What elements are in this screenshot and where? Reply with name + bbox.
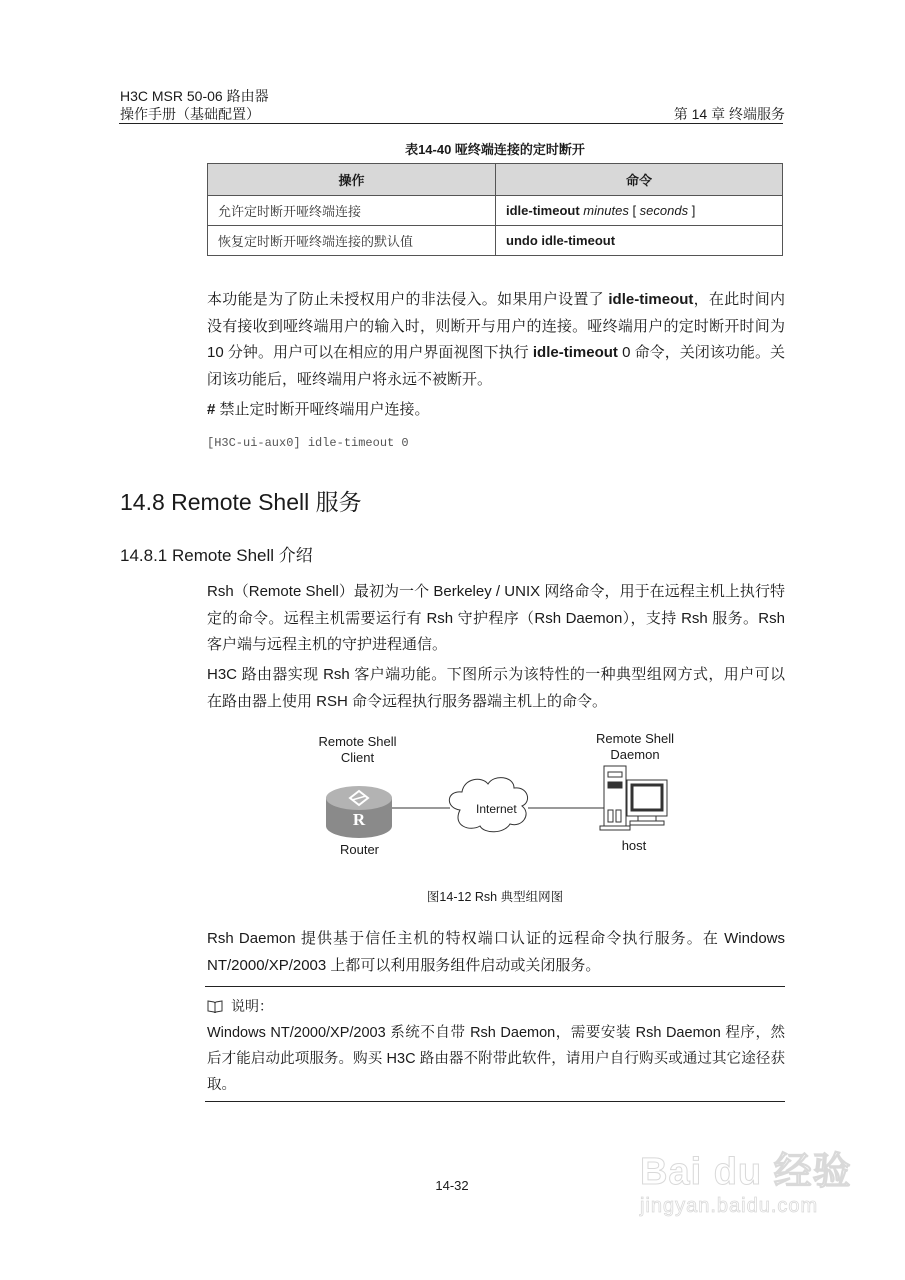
client-label-line1: Remote Shell: [318, 734, 397, 749]
network-diagram: [300, 728, 700, 863]
subsection-heading: 14.8.1 Remote Shell 介绍: [120, 546, 313, 565]
operation-cell: 允许定时断开哑终端连接: [208, 196, 496, 226]
paragraph-h3c-rsh: H3C 路由器实现 Rsh 客户端功能。下图所示为该特性的一种典型组网方式，用户可以在路由器上使用 RSH 命令远程执行服务器端主机上的命令。: [207, 666, 785, 710]
bracket-open: [: [628, 203, 640, 218]
baidu-watermark: [640, 1140, 860, 1240]
host-computer-icon: [600, 766, 667, 830]
daemon-label: [580, 731, 690, 763]
client-label-line2: Client: [340, 750, 375, 765]
text-run: 本功能是为了防止未授权用户的非法侵入。如果用户设置了: [207, 291, 609, 308]
bracket-close: ]: [688, 203, 696, 218]
table-row: [208, 226, 783, 256]
note-top-divider: [205, 986, 785, 987]
header-manual: 操作手册（基础配置）: [120, 106, 260, 122]
command-cell: [496, 226, 783, 256]
note-body: Windows NT/2000/XP/2003 系统不自带 Rsh Daemon，需要安装 Rsh Daemon 程序，然后才能启动此项服务。购买 H3C 路由器不附带此软件，请用户自行购买或通过其它途径获取。: [207, 1025, 785, 1093]
header-divider: [119, 123, 783, 124]
table-caption: 表14-40 哑终端连接的定时断开: [405, 142, 585, 157]
daemon-label-line1: Remote Shell: [595, 731, 675, 746]
internet-label: Internet: [476, 802, 517, 816]
paragraph-rsh-intro: Rsh（Remote Shell）最初为一个 Berkeley / UNIX 网络命令，用于在远程主机上执行特定的命令。远程主机需要运行有 Rsh 守护程序（Rsh Daemon），支持 Rsh 服务。Rsh 客户端与远程主机的守护进程通信。: [207, 583, 785, 653]
note-title-text: 说明：: [231, 998, 273, 1014]
operation-cell: 恢复定时断开哑终端连接的默认值: [208, 226, 496, 256]
table-row: [208, 196, 783, 226]
text-run: 禁止定时断开哑终端用户连接。: [215, 401, 430, 418]
hash-mark: #: [207, 401, 216, 418]
page-number: 14-32: [435, 1178, 469, 1193]
example-description: [207, 397, 785, 424]
header-chapter: 第 14 章 终端服务: [673, 106, 785, 122]
code-example: [H3C-ui-aux0] idle-timeout 0: [207, 436, 409, 450]
command-arg: minutes: [583, 203, 629, 218]
daemon-label-line2: Daemon: [610, 747, 660, 762]
text-run: ，在此时间内没有接收到哑终端用户的输入时，则断开与用户的连接。哑终端用户的定时断开时间为 10 分钟。用户可以在相应的用户界面视图下执行: [207, 291, 785, 361]
paragraph-idle-timeout: [207, 287, 785, 393]
host-label: host: [621, 838, 647, 853]
column-header-operation: 操作: [208, 164, 496, 196]
keyword-idle-timeout: idle-timeout: [608, 291, 694, 308]
watermark-brand: Bai du 经验: [640, 1151, 852, 1193]
keyword-idle-timeout: idle-timeout: [532, 344, 618, 361]
text-run: 0 命令，关闭该功能。关闭该功能后，哑终端用户将永远不被断开。: [207, 344, 785, 388]
router-label: Router: [339, 842, 380, 857]
column-header-command: 命令: [496, 164, 783, 196]
note-bottom-divider: [205, 1101, 785, 1102]
book-icon: [207, 1000, 223, 1013]
command-arg-optional: seconds: [639, 203, 689, 218]
note-title: [207, 996, 273, 1016]
header-product: H3C MSR 50-06 路由器: [120, 88, 269, 104]
section-heading: 14.8 Remote Shell 服务: [120, 489, 362, 515]
command-table: [207, 163, 783, 256]
paragraph-rsh-daemon: Rsh Daemon 提供基于信任主机的特权端口认证的远程命令执行服务。在 Windows NT/2000/XP/2003 上都可以利用服务组件启动或关闭服务。: [207, 930, 785, 974]
svg-text:R: R: [352, 810, 366, 829]
table-header-row: [208, 164, 783, 196]
router-icon: [326, 786, 392, 838]
watermark-url: jingyan.baidu.com: [640, 1195, 819, 1217]
command-cell: [496, 196, 783, 226]
command-keyword: undo idle-timeout: [506, 233, 616, 248]
figure-caption: 图14-12 Rsh 典型组网图: [426, 890, 564, 904]
command-keyword: idle-timeout: [506, 203, 580, 218]
